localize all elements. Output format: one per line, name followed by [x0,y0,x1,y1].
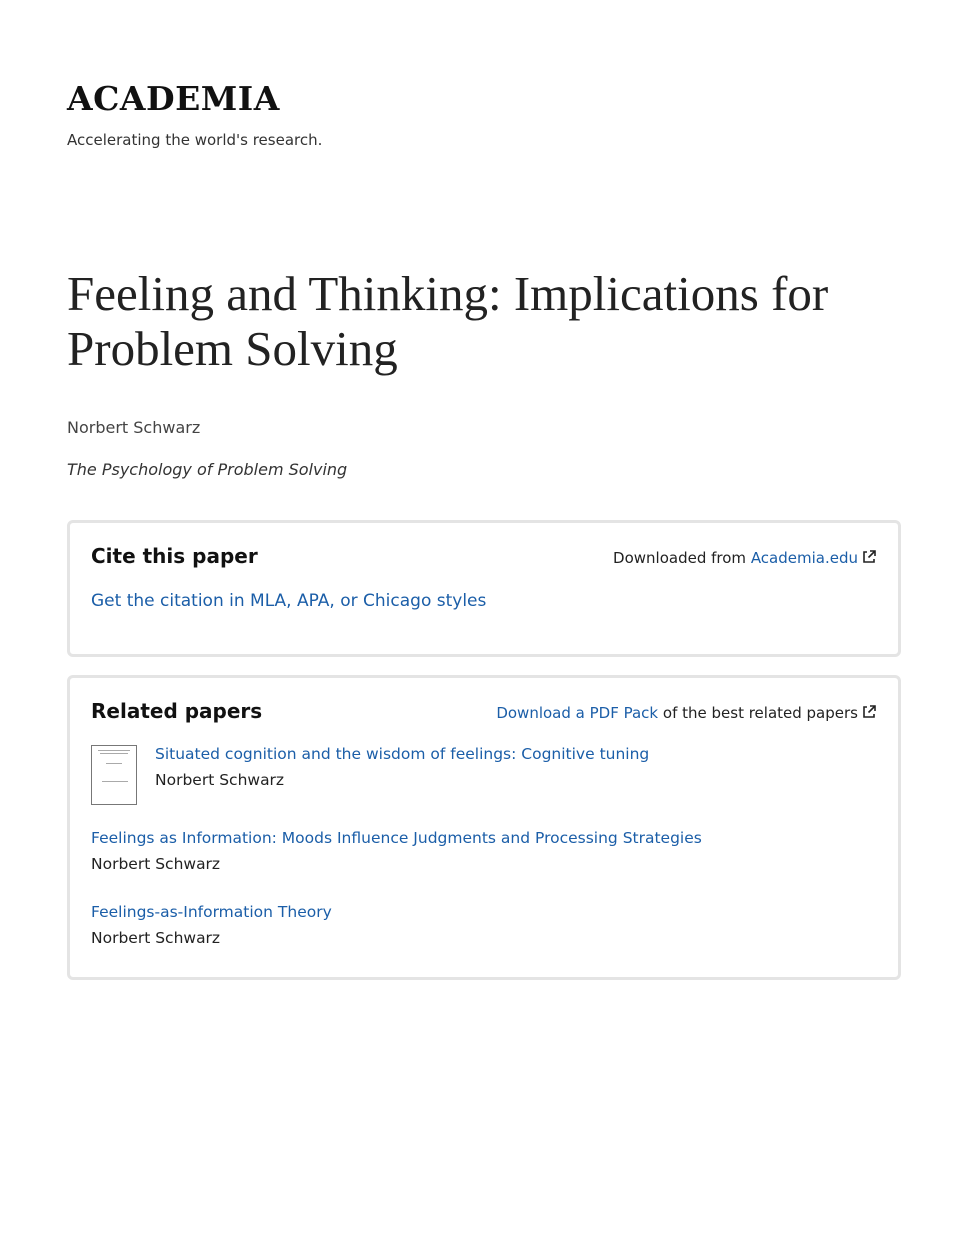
related-heading: Related papers [91,699,263,723]
related-item [91,745,877,807]
external-link-icon[interactable] [861,704,877,724]
related-item-title[interactable]: Feelings as Information: Moods Influence Judgments and Processing Strategies [91,829,702,847]
external-link-icon[interactable] [861,549,877,569]
paper-title: Feeling and Thinking: Implications for Problem Solving [67,266,829,376]
related-item [91,829,877,873]
paper-venue: The Psychology of Problem Solving [67,460,348,479]
downloaded-prefix: Downloaded from [613,549,747,567]
cite-card [67,520,901,657]
related-item-title[interactable]: Feelings-as-Information Theory [91,903,332,921]
academia-logo[interactable]: ACADEMIA [67,79,280,118]
download-pdf-pack-link[interactable]: Download a PDF Pack [496,704,659,722]
related-item-author: Norbert Schwarz [91,854,221,873]
downloaded-from [613,549,877,569]
paper-author: Norbert Schwarz [67,418,201,437]
pdf-pack-suffix: of the best related papers [662,704,858,722]
cite-heading: Cite this paper [91,544,258,568]
related-item-author: Norbert Schwarz [91,928,221,947]
academia-edu-link[interactable]: Academia.edu [750,549,858,567]
pdf-pack-note [496,704,877,724]
tagline: Accelerating the world's research. [67,131,323,149]
related-item-author: Norbert Schwarz [155,770,285,789]
get-citation-link[interactable]: Get the citation in MLA, APA, or Chicago styles [91,591,487,611]
related-papers-card [67,675,901,980]
related-item [91,903,877,947]
document-thumbnail-icon[interactable] [91,745,137,805]
related-item-title[interactable]: Situated cognition and the wisdom of feelings: Cognitive tuning [155,745,650,763]
